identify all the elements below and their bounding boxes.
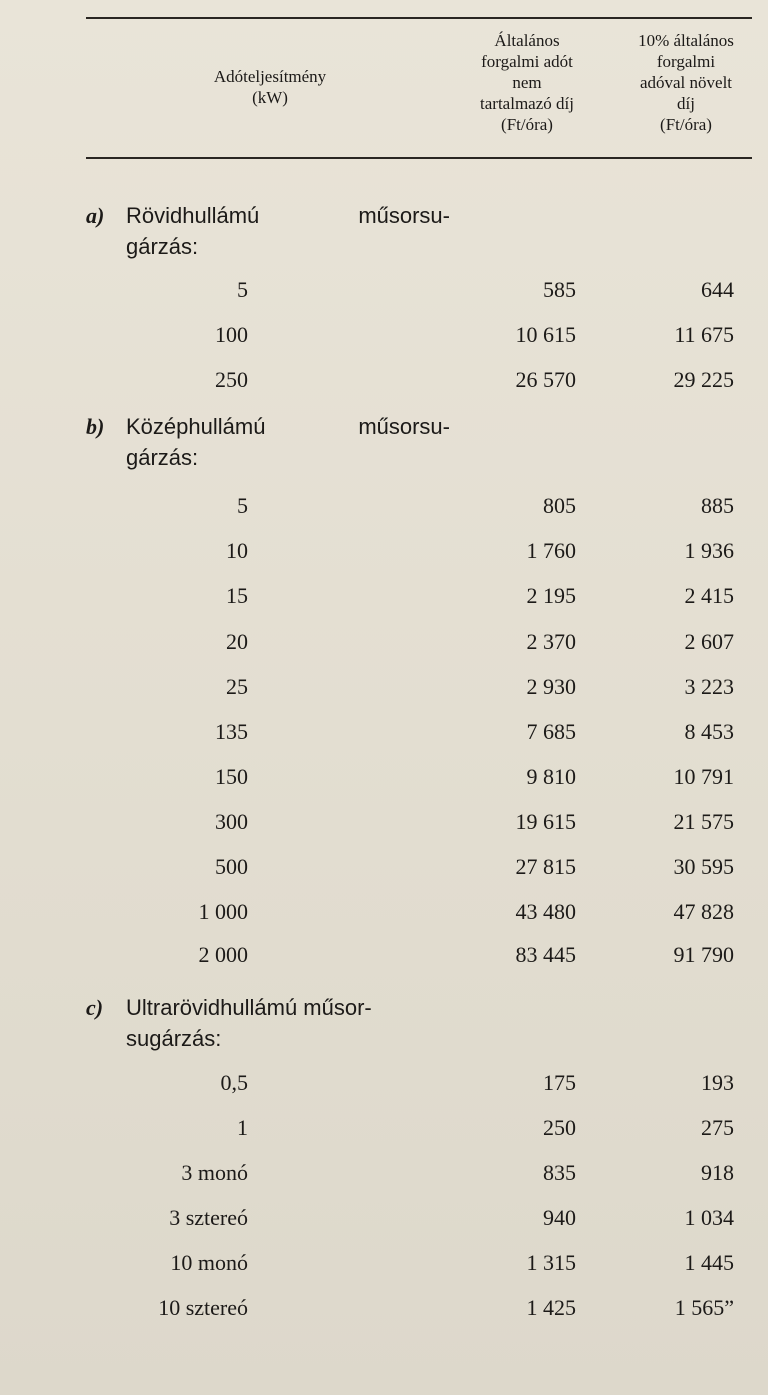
cell-net: 1 760: [526, 538, 576, 563]
cell-power: 5: [237, 277, 248, 302]
header-text: tartalmazó díj: [480, 94, 574, 113]
table-row: [0, 807, 768, 837]
cell-power: 3 monó: [181, 1160, 248, 1185]
cell-net: 27 815: [515, 854, 576, 879]
section-title-word: Ultrarövidhullámú műsor-: [126, 995, 372, 1020]
cell-gross: 30 595: [673, 854, 734, 879]
cell-gross: 11 675: [674, 322, 734, 347]
cell-power: 2 000: [198, 942, 248, 967]
section-title-cont: sugárzás:: [126, 1026, 222, 1051]
cell-net: 175: [543, 1070, 576, 1095]
cell-power: 10: [226, 538, 248, 563]
table-row: [0, 627, 768, 657]
cell-gross: 193: [701, 1070, 734, 1095]
header-text: 10% általános: [638, 31, 734, 50]
cell-gross: 1 445: [684, 1250, 734, 1275]
table-row: [0, 581, 768, 611]
cell-net: 2 195: [526, 583, 576, 608]
cell-net: 940: [543, 1205, 576, 1230]
cell-gross: 2 415: [684, 583, 734, 608]
cell-net: 26 570: [515, 367, 576, 392]
header-power: [160, 66, 380, 108]
section-title-word: műsorsu-: [358, 203, 450, 228]
section-title-cont: gárzás:: [126, 234, 199, 259]
section-title-word: műsorsu-: [358, 414, 450, 439]
cell-gross: 1 034: [684, 1205, 734, 1230]
section-title-cont: gárzás:: [126, 445, 199, 470]
table-row: [0, 1158, 768, 1188]
cell-gross: 1 565”: [674, 1295, 734, 1320]
header-text: nem: [512, 73, 542, 92]
section-title: [126, 200, 450, 231]
cell-net: 19 615: [515, 809, 576, 834]
cell-power: 300: [215, 809, 248, 834]
cell-power: 135: [215, 719, 248, 744]
table-row: [0, 1068, 768, 1098]
table-row: [0, 762, 768, 792]
cell-net: 43 480: [515, 899, 576, 924]
cell-power: 1: [237, 1115, 248, 1140]
cell-gross: 47 828: [673, 899, 734, 924]
section-title: [126, 992, 450, 1023]
cell-power: 5: [237, 493, 248, 518]
cell-net: 1 315: [526, 1250, 576, 1275]
cell-power: 0,5: [220, 1070, 248, 1095]
cell-power: 500: [215, 854, 248, 879]
cell-power: 15: [226, 583, 248, 608]
cell-net: 1 425: [526, 1295, 576, 1320]
table-row: [0, 852, 768, 882]
cell-gross: 275: [701, 1115, 734, 1140]
cell-gross: 2 607: [684, 629, 734, 654]
cell-net: 2 930: [526, 674, 576, 699]
cell-gross: 918: [701, 1160, 734, 1185]
cell-power: 10 sztereó: [158, 1295, 248, 1320]
cell-power: 100: [215, 322, 248, 347]
cell-gross: 91 790: [673, 942, 734, 967]
section-title: [126, 411, 450, 442]
table-header-rule: [86, 157, 752, 159]
cell-net: 835: [543, 1160, 576, 1185]
cell-power: 250: [215, 367, 248, 392]
cell-gross: 885: [701, 493, 734, 518]
header-text: (kW): [252, 88, 288, 107]
cell-net: 10 615: [515, 322, 576, 347]
table-row: [0, 491, 768, 521]
section-letter: a): [86, 203, 105, 228]
table-row: [0, 536, 768, 566]
cell-power: 25: [226, 674, 248, 699]
table-row: [0, 717, 768, 747]
table-row: [0, 365, 768, 395]
cell-power: 1 000: [198, 899, 248, 924]
table-row: [0, 1203, 768, 1233]
header-text: (Ft/óra): [660, 115, 712, 134]
header-text: Adóteljesítmény: [213, 67, 327, 86]
header-text: adóval növelt: [639, 73, 733, 92]
cell-gross: 8 453: [684, 719, 734, 744]
cell-gross: 3 223: [684, 674, 734, 699]
cell-net: 250: [543, 1115, 576, 1140]
cell-power: 10 monó: [170, 1250, 248, 1275]
header-text: forgalmi: [656, 52, 716, 71]
cell-net: 585: [543, 277, 576, 302]
table-top-rule: [86, 17, 752, 19]
table-row: [0, 1248, 768, 1278]
section-title-word: Rövidhullámú: [126, 203, 260, 228]
cell-net: 83 445: [515, 942, 576, 967]
header-text: (Ft/óra): [501, 115, 553, 134]
cell-power: 3 sztereó: [169, 1205, 248, 1230]
table-row: [0, 275, 768, 305]
cell-net: 9 810: [526, 764, 576, 789]
table-row: [0, 1293, 768, 1323]
cell-gross: 1 936: [684, 538, 734, 563]
table-row: [0, 940, 768, 970]
header-text: Általános: [494, 31, 560, 50]
cell-net: 805: [543, 493, 576, 518]
section-letter: c): [86, 995, 104, 1020]
cell-gross: 10 791: [673, 764, 734, 789]
section-title-word: Középhullámú: [126, 414, 266, 439]
cell-power: 150: [215, 764, 248, 789]
cell-gross: 644: [701, 277, 734, 302]
table-row: [0, 897, 768, 927]
cell-gross: 21 575: [673, 809, 734, 834]
cell-net: 2 370: [526, 629, 576, 654]
section-letter: b): [86, 414, 105, 439]
header-text: díj: [677, 94, 695, 113]
table-row: [0, 1113, 768, 1143]
cell-net: 7 685: [526, 719, 576, 744]
header-text: forgalmi adót: [481, 52, 573, 71]
table-row: [0, 320, 768, 350]
cell-gross: 29 225: [673, 367, 734, 392]
table-row: [0, 672, 768, 702]
header-net-fee: [452, 30, 602, 135]
header-gross-fee: [604, 30, 768, 135]
cell-power: 20: [226, 629, 248, 654]
